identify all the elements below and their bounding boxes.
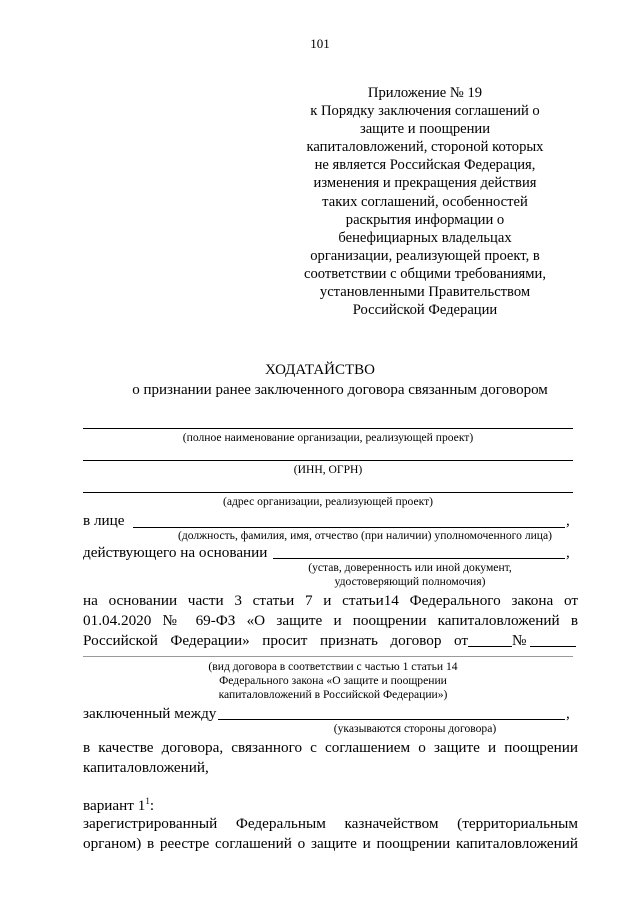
number-sign: № (512, 632, 527, 649)
address-caption: (адрес организации, реализующей проект) (222, 495, 433, 508)
registered-line-1: зарегистрированный Федеральным казначейством (территориальным (83, 815, 578, 832)
comma: , (566, 544, 570, 561)
appendix-line: защите и поощрении (359, 121, 491, 138)
document-subtitle: о признании ранее заключенного договора связанным договором (132, 382, 548, 398)
appendix-line: организации, реализующей проект, в (310, 247, 540, 264)
appendix-line: к Порядку заключения соглашений о (310, 103, 540, 120)
appendix-line: изменения и прекращения действия (313, 175, 537, 192)
contract-date-line[interactable] (468, 646, 512, 647)
contract-type-caption-2: Федерального закона «О защите и поощрении (219, 674, 447, 687)
contract-type-caption-3: капиталовложений в Российской Федерации») (218, 688, 448, 701)
appendix-line: соответствии с общими требованиями, (304, 265, 546, 282)
contract-type-line[interactable] (83, 656, 573, 657)
inn-ogrn-line[interactable] (83, 460, 573, 461)
footnote-ref: 1 (145, 795, 150, 806)
acting-basis-label: действующего на основании (83, 544, 268, 561)
comma: , (566, 512, 570, 529)
appendix-line: установленными Правительством (319, 284, 531, 301)
concluded-between-label: заключенный между (83, 705, 217, 722)
as-contract-line-1: в качестве договора, связанного с соглашением о защите и поощрении (83, 739, 578, 756)
registered-line-2: органом) в реестре соглашений о защите и поощрении капиталовложений (83, 835, 578, 852)
contract-number-line[interactable] (530, 646, 576, 647)
document-title: ХОДАТАЙСТВО (265, 362, 375, 378)
org-name-caption: (полное наименование организации, реализующей проект) (182, 431, 474, 444)
parties-caption: (указываются стороны договора) (333, 722, 497, 735)
law-line-1: на основании части 3 статьи 7 и статьи14 Федерального закона от (83, 592, 578, 609)
appendix-header (300, 84, 550, 319)
appendix-line: таких соглашений, особенностей (322, 193, 528, 210)
address-line[interactable] (83, 492, 573, 493)
comma: , (566, 705, 570, 722)
position-caption: (должность, фамилия, имя, отчество (при наличии) уполномоченного лица) (177, 529, 553, 542)
in-person-label: в лице (83, 512, 125, 529)
page-number: 101 (310, 36, 330, 51)
inn-ogrn-caption: (ИНН, ОГРН) (293, 463, 363, 476)
law-line-2: 01.04.2020 № 69-ФЗ «О защите и поощрении капиталовложений в (83, 612, 578, 629)
appendix-line: раскрытия информации о (345, 211, 505, 228)
appendix-line: Приложение № 19 (367, 85, 483, 101)
appendix-line: бенефициарных владельцах (338, 229, 512, 246)
as-contract-line-2: капиталовложений, (83, 759, 209, 776)
contract-type-caption-1: (вид договора в соответствии с частью 1 статьи 14 (208, 660, 458, 673)
appendix-line: не является Российская Федерация, (314, 157, 536, 174)
parties-line[interactable] (218, 719, 565, 720)
basis-caption-2: удостоверяющий полномочия) (334, 575, 486, 588)
org-name-line[interactable] (83, 428, 573, 429)
variant-label: вариант $1^1$: (83, 795, 155, 814)
appendix-line: Российской Федерации (352, 302, 498, 319)
representative-line[interactable] (133, 527, 565, 528)
basis-line[interactable] (273, 558, 565, 559)
basis-caption-1: (устав, доверенность или иной документ, (308, 561, 512, 574)
law-line-3: Российской Федерации» просит признать договор от (83, 632, 468, 649)
appendix-line: капиталовложений, стороной которых (306, 139, 544, 156)
